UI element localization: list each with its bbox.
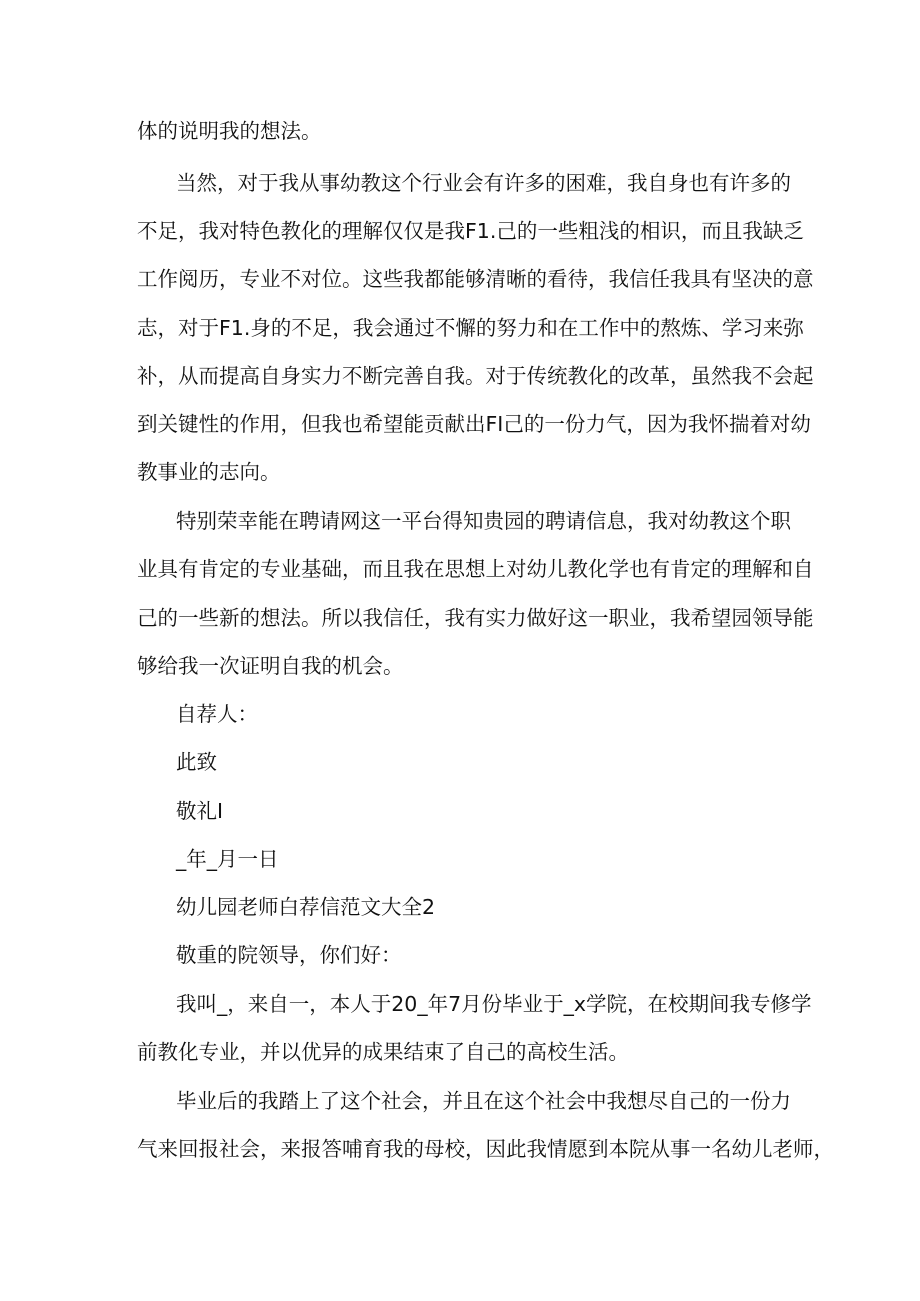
- text-line: 我叫_，来自一，本人于20_年7月份毕业于_x学院，在校期间我专修学: [176, 992, 812, 1016]
- text-line: 教事业的志向。: [137, 460, 281, 484]
- closing-line: 敬礼I: [176, 799, 224, 823]
- text-line: 气来回报社会，来报答哺育我的母校，因此我情愿到本院从事一名幼儿老师，: [137, 1137, 834, 1161]
- signature-label: 自荐人：: [176, 702, 258, 726]
- salutation: 敬重的院领导，你们好：: [176, 943, 402, 967]
- section-heading: 幼儿园老师白荐信范文大全2: [176, 895, 436, 919]
- text-line: 体的说明我的想法。: [137, 119, 322, 143]
- text-line: 到关键性的作用，但我也希望能贡献出FI己的一份力气，因为我怀揣着对幼: [137, 412, 811, 436]
- text-line: 己的一些新的想法。所以我信任，我有实力做好这一职业，我希望园领导能: [137, 606, 814, 630]
- text-line: 工作阅历，专业不对位。这些我都能够清晰的看待，我信任我具有坚决的意: [137, 267, 814, 291]
- text-line: 不足，我对特色教化的理解仅仅是我F1.己的一些粗浅的相识，而且我缺乏: [137, 219, 804, 243]
- date-line: _年_月一日: [176, 847, 279, 871]
- text-line: 毕业后的我踏上了这个社会，并且在这个社会中我想尽自己的一份力: [176, 1089, 791, 1113]
- text-line: 够给我一次证明自我的机会。: [137, 654, 404, 678]
- text-line: 前教化专业，并以优异的成果结束了自己的高校生活。: [137, 1040, 629, 1064]
- text-line: 补，从而提高自身实力不断完善自我。对于传统教化的改革，虽然我不会起: [137, 364, 814, 388]
- text-line: 业具有肯定的专业基础，而且我在思想上对幼儿教化学也有肯定的理解和自: [137, 557, 814, 581]
- closing-line: 此致: [176, 750, 217, 774]
- text-line: 当然，对于我从事幼教这个行业会有许多的困难，我自身也有许多的: [176, 171, 791, 195]
- text-line: 特别荣幸能在聘请网这一平台得知贵园的聘请信息，我对幼教这个职: [176, 509, 791, 533]
- text-line: 志，对于F1.身的不足，我会通过不懈的努力和在工作中的熬炼、学习来弥: [137, 316, 804, 340]
